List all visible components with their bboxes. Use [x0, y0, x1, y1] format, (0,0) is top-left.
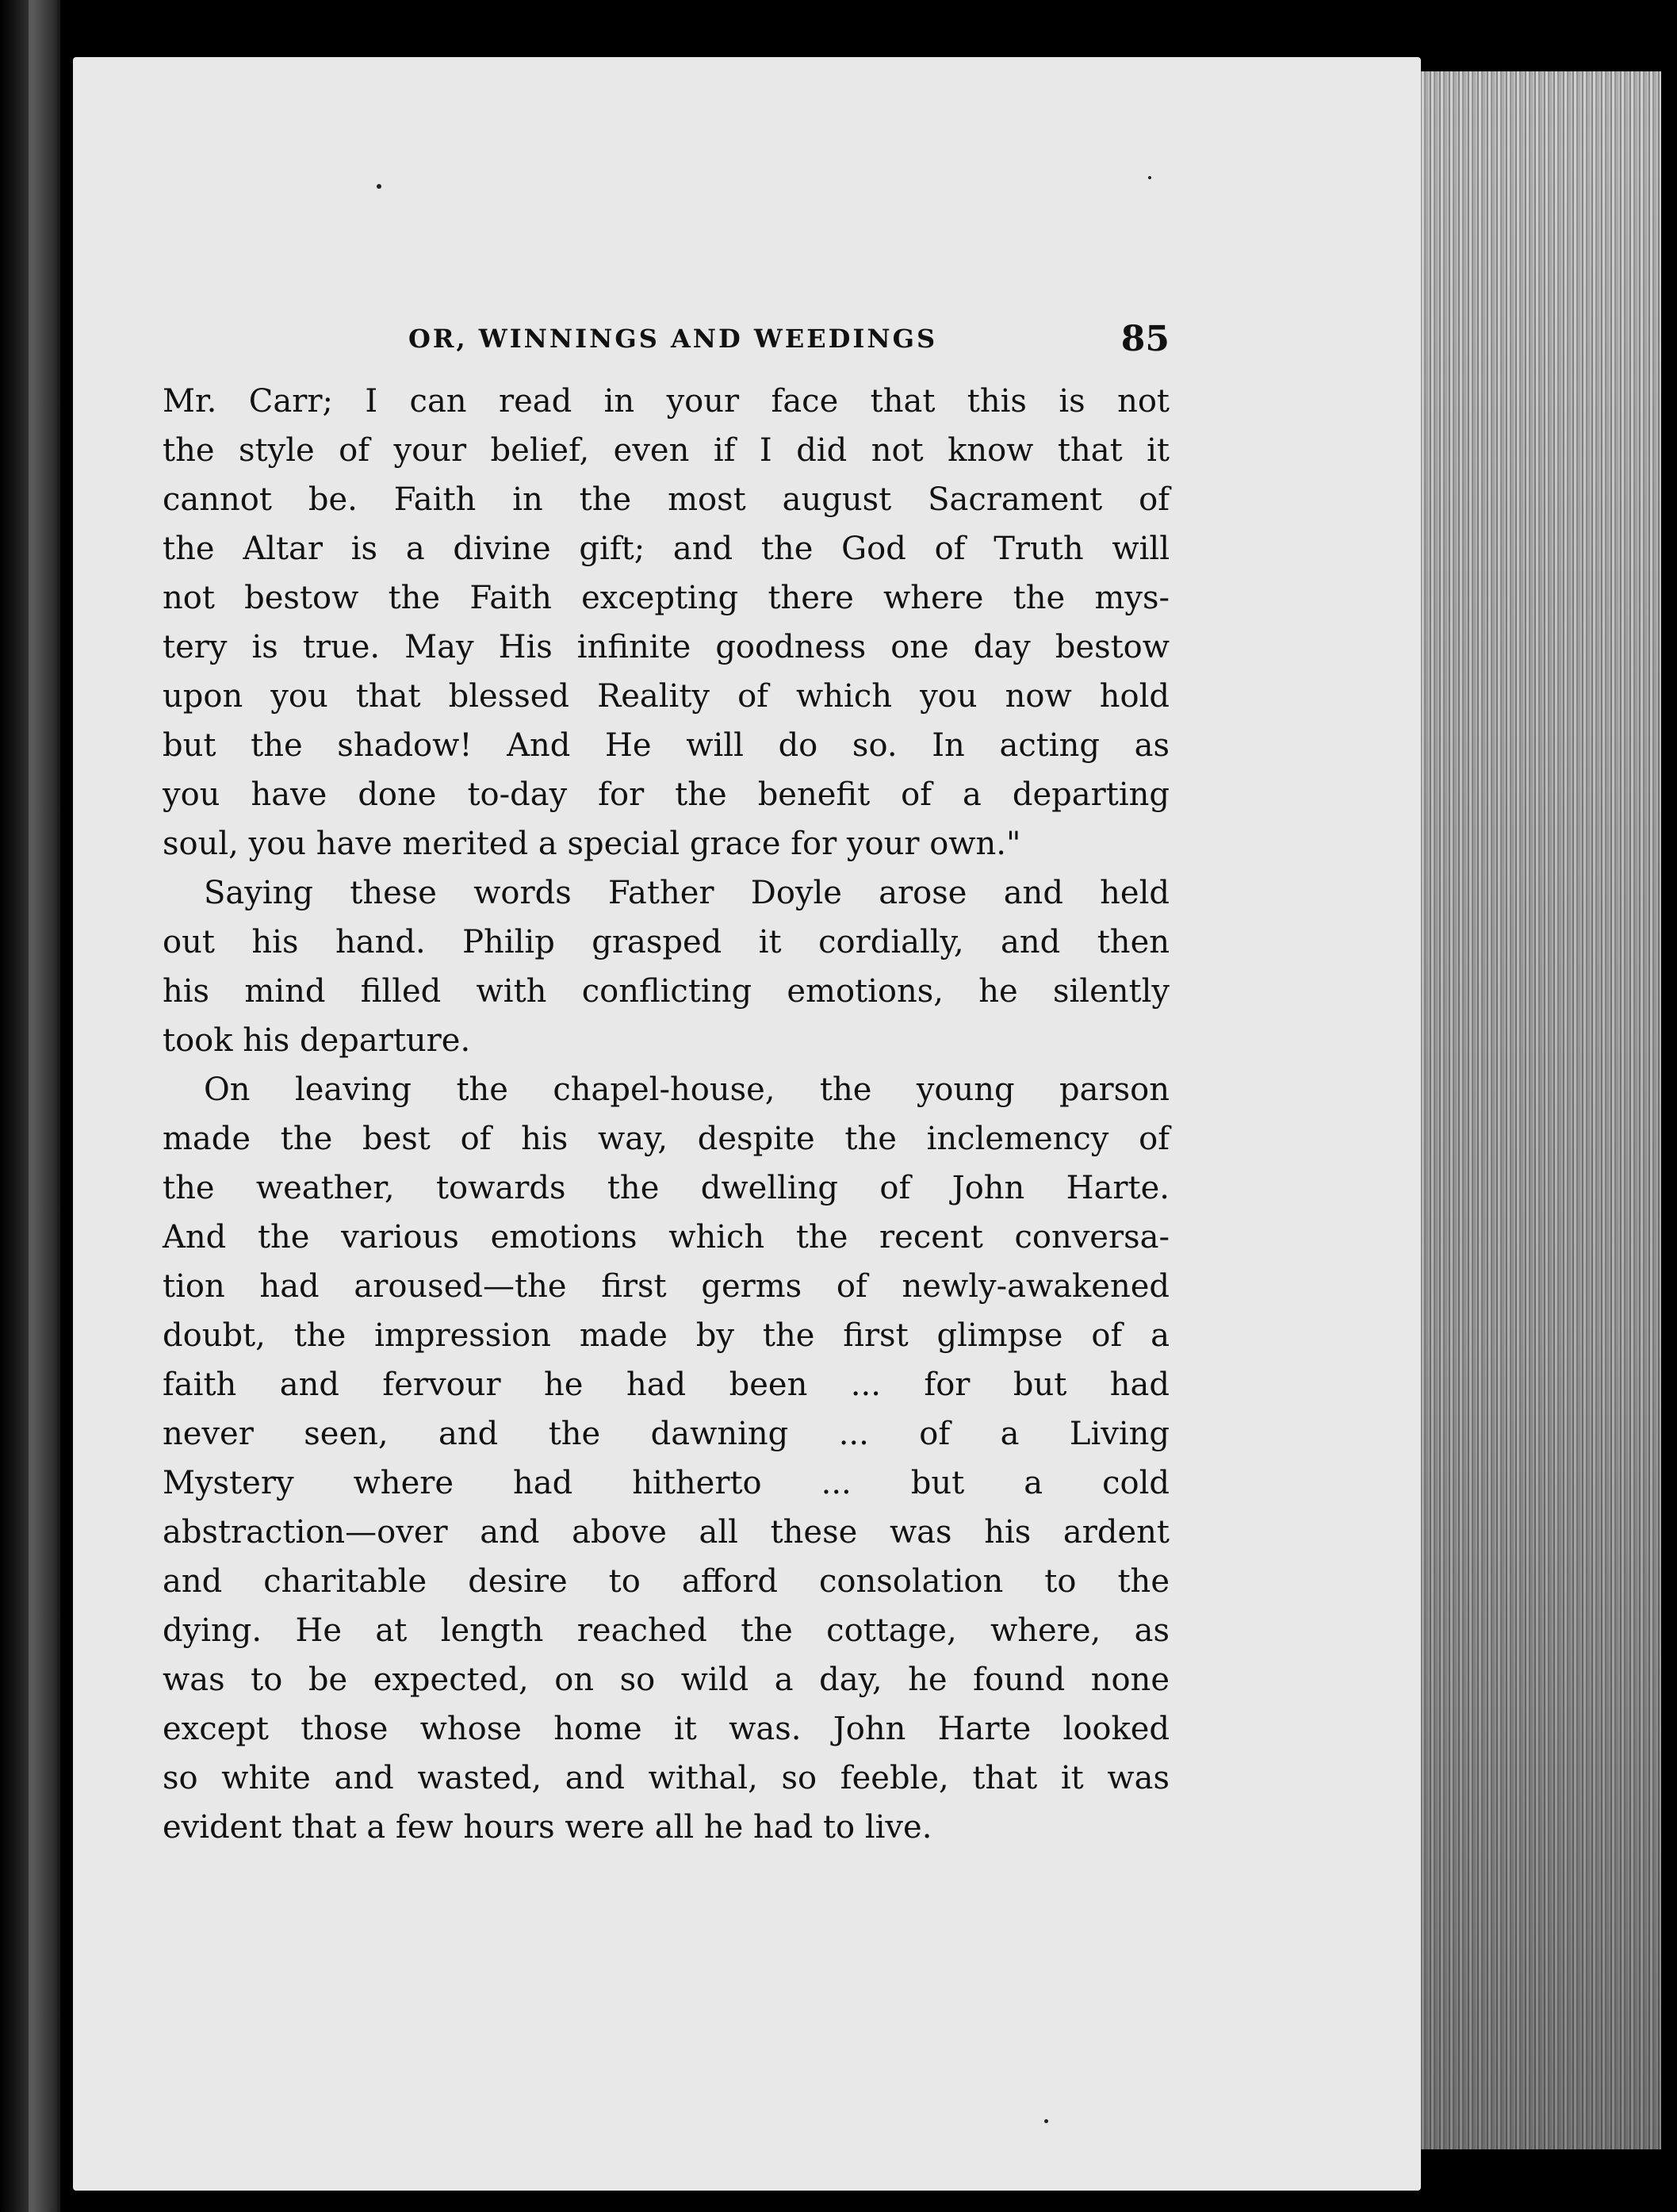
- text-line: Mystery where had hitherto ... but a cold: [163, 1465, 1170, 1501]
- text-line: soul, you have merited a special grace for your own.": [163, 826, 1021, 862]
- text-line: faith and fervour he had been ... for but had: [163, 1367, 1170, 1403]
- running-head: OR, WINNINGS AND WEEDINGS: [408, 324, 938, 354]
- text-line: dying. He at length reached the cottage, where, as: [163, 1612, 1170, 1649]
- paragraph: [163, 868, 1170, 1065]
- paragraph: [163, 377, 1170, 868]
- text-line: never seen, and the dawning ... of a Living: [163, 1416, 1170, 1452]
- text-line: tion had aroused—the first germs of newly-awakened: [163, 1268, 1170, 1305]
- text-line: the weather, towards the dwelling of John Harte.: [163, 1170, 1170, 1206]
- text-line: not bestow the Faith excepting there where the mys-: [163, 580, 1170, 616]
- text-line: Mr. Carr; I can read in your face that this is not: [163, 383, 1170, 420]
- text-line: abstraction—over and above all these was his ardent: [163, 1514, 1170, 1551]
- page-number: 85: [1120, 319, 1170, 359]
- text-line: out his hand. Philip grasped it cordially, and then: [163, 924, 1170, 960]
- page-header: [408, 319, 1170, 366]
- text-line: upon you that blessed Reality of which you now hold: [163, 678, 1170, 715]
- text-line: evident that a few hours were all he had to live.: [163, 1809, 932, 1846]
- text-line: On leaving the chapel-house, the young parson: [204, 1071, 1170, 1108]
- text-line: the Altar is a divine gift; and the God of Truth will: [163, 531, 1170, 567]
- text-line: the style of your belief, even if I did not know that it: [163, 432, 1170, 469]
- text-line: you have done to-day for the benefit of a departing: [163, 776, 1170, 813]
- text-line: his mind filled with conflicting emotions, he silently: [163, 973, 1170, 1010]
- page-fore-edges: [1399, 71, 1661, 2149]
- text-line: And the various emotions which the recent conversa-: [163, 1219, 1170, 1256]
- page-speck: [1148, 176, 1151, 179]
- facing-page-sliver: [29, 0, 60, 2212]
- text-line: but the shadow! And He will do so. In acting as: [163, 727, 1170, 764]
- text-line: tery is true. May His infinite goodness one day bestow: [163, 629, 1170, 665]
- text-line: doubt, the impression made by the first glimpse of a: [163, 1317, 1170, 1354]
- text-line: so white and wasted, and withal, so feeble, that it was: [163, 1760, 1170, 1796]
- text-line: was to be expected, on so wild a day, he found none: [163, 1662, 1170, 1698]
- body-text: [163, 377, 1170, 1852]
- page-speck: [1044, 2119, 1048, 2123]
- text-line: Saying these words Father Doyle arose and held: [204, 875, 1170, 911]
- text-line: cannot be. Faith in the most august Sacrament of: [163, 481, 1170, 518]
- paragraph: [163, 1065, 1170, 1852]
- text-line: made the best of his way, despite the inclemency of: [163, 1121, 1170, 1157]
- text-line: took his departure.: [163, 1022, 471, 1059]
- text-line: and charitable desire to afford consolation to the: [163, 1563, 1170, 1600]
- page-speck: [377, 184, 381, 189]
- text-line: except those whose home it was. John Harte looked: [163, 1711, 1170, 1747]
